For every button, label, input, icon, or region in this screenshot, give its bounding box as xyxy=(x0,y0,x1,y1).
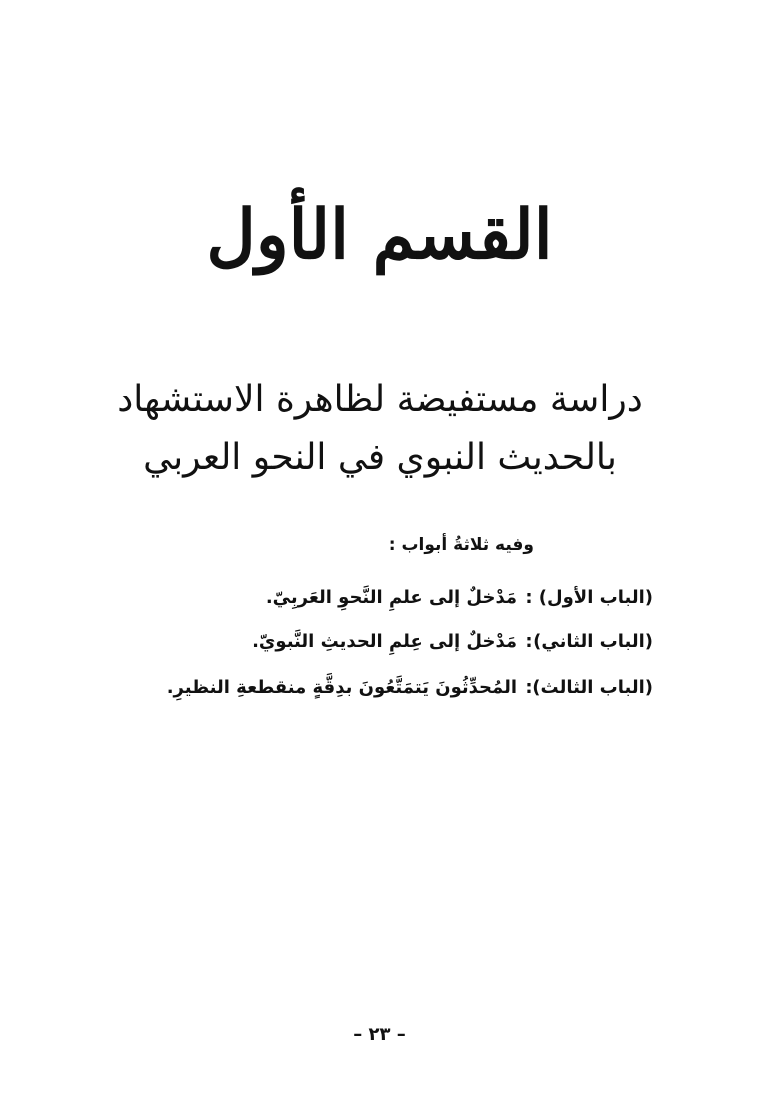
chapter-item xyxy=(266,580,653,616)
chapter-label: (الباب الثالث) xyxy=(532,677,653,698)
chapter-label: (الباب الأول) xyxy=(538,587,653,608)
page-number: – ٢٣ – xyxy=(353,1024,406,1045)
chapter-separator: : xyxy=(525,631,533,652)
chapter-title: مَدْخلٌ إلى علمِ النَّحوِ العَربِيّ. xyxy=(265,587,517,608)
chapters-intro: وفيه ثلاثةُ أبواب : xyxy=(388,535,534,555)
chapter-item xyxy=(167,670,653,706)
chapter-title: مَدْخلٌ إلى عِلمِ الحديثِ النَّبويّ. xyxy=(252,631,517,652)
chapter-label: (الباب الثاني) xyxy=(533,631,653,652)
subtitle-line-2: بالحديث النبوي في النحو العربي xyxy=(143,437,617,478)
subtitle-line-1: دراسة مستفيضة لظاهرة الاستشهاد xyxy=(117,379,643,420)
part-title: القسم الأول xyxy=(206,195,553,275)
chapter-separator: : xyxy=(525,677,533,698)
chapter-title: المُحدِّثُونَ يَتمَتَّعُونَ بدِقَّةٍ منقطعةِ النظيرِ. xyxy=(166,677,517,698)
chapter-item xyxy=(252,624,653,660)
chapter-separator: : xyxy=(525,587,533,608)
